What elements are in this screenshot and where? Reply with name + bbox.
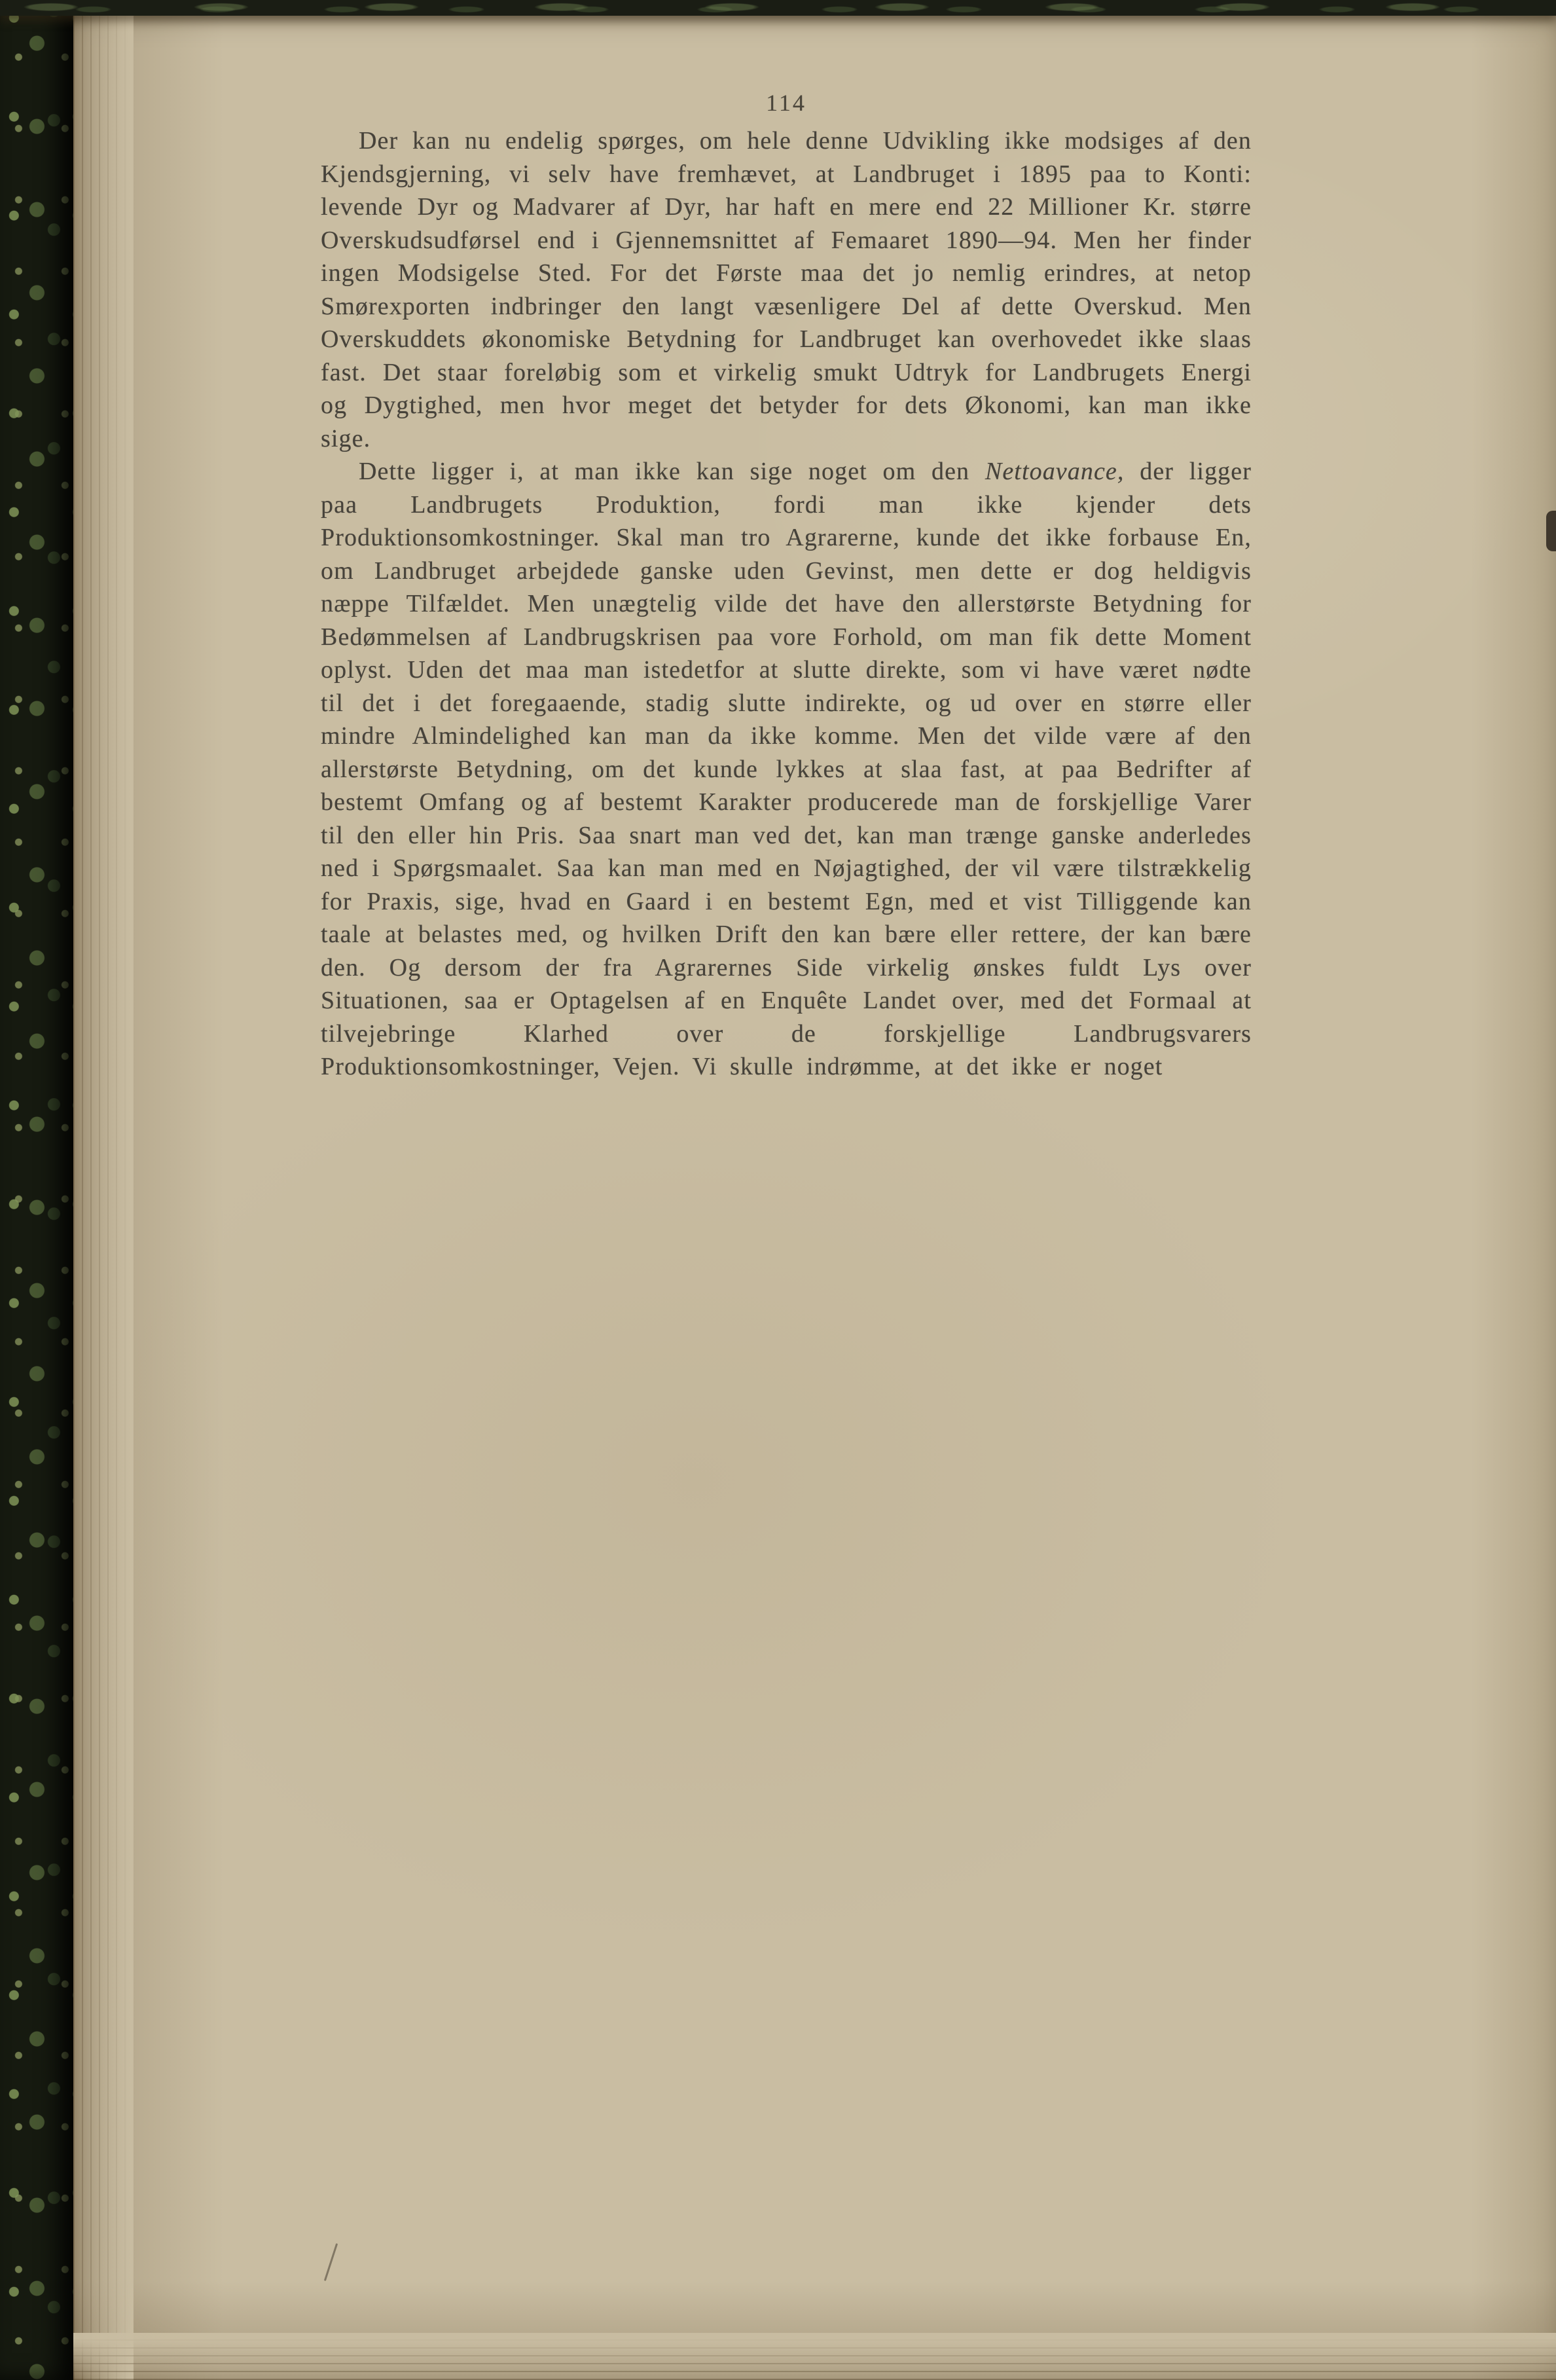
page-stack-left-edge <box>73 13 134 2380</box>
body-text <box>321 124 1252 1084</box>
page-stack-bottom-edge <box>73 2333 1556 2380</box>
paragraph-2-lead: Dette ligger i, at man ikke kan sige noget om den <box>359 458 985 485</box>
stray-press-mark <box>324 2243 338 2281</box>
book-top-edge <box>0 0 1556 16</box>
page-number: 114 <box>766 90 806 116</box>
book-binding <box>0 0 73 2380</box>
paragraph-2-rest: der ligger paa Landbrugets Produktion, fordi man ikke kjender dets Produktionsomkostninger. Skal man tro Agrarerne, kunde det ikke forbause En, om Landbruget arbejdede ganske uden Gevinst, men dette er dog heldigvis næppe Tilfældet. Men unægtelig vilde det have den allerstørste Betydning for Bedømmelsen af Landbrugskrisen paa vore Forhold, om man fik dette Moment oplyst. Uden det maa man istedetfor at slutte direkte, som vi have været nødte til det i det foregaaende, stadig slutte indirekte, og ud over en større eller mindre Almindelighed kan man da ikke komme. Men det vilde være af den allerstørste Betydning, om det kunde lykkes at slaa fast, at paa Bedrifter af bestemt Omfang og af bestemt Karakter producerede man de forskjellige Varer til den eller hin Pris. Saa snart man ved det, kan man trænge ganske anderledes ned i Spørgsmaalet. Saa kan man med en Nøjagtighed, der vil være tilstrækkelig for Praxis, sige, hvad en Gaard i en bestemt Egn, med et vist Tilliggende kan taale at belastes med, og hvilken Drift den kan bære eller rettere, der kan bære den. Og dersom der fra Agrarernes Side virkelig ønskes fuldt Lys over Situationen, saa er Optagelsen af en Enquête Landet over, med det Formaal at tilvejebringe Klarhed over de forskjellige Landbrugsvarers Produktionsomkostninger, Vejen. Vi skulle indrømme, at det ikke er noget <box>321 458 1252 1080</box>
paragraph-1: Der kan nu endelig spørges, om hele denne Udvikling ikke modsiges af den Kjendsgjerning, vi selv have fremhævet, at Landbruget i 1895 paa to Konti: levende Dyr og Madvarer af Dyr, har haft en mere end 22 Millioner Kr. større Overskudsudførsel end i Gjennemsnittet af Femaaret 1890—94. Men her finder ingen Modsigelse Sted. For det Første maa det jo nemlig erindres, at netop Smørexporten indbringer den langt væsenligere Del af dette Overskud. Men Overskuddets økonomiske Betydning for Landbruget kan overhovedet ikke slaas fast. Det staar foreløbig som et virkelig smukt Udtryk for Landbrugets Energi og Dygtighed, men hvor meget det betyder for dets Økonomi, kan man ikke sige. <box>321 127 1252 452</box>
italic-term-nettoavance: Nettoavance, <box>985 458 1125 485</box>
page-paper <box>73 13 1556 2380</box>
right-edge-mark <box>1546 511 1556 551</box>
paragraph-2 <box>321 455 1252 1084</box>
